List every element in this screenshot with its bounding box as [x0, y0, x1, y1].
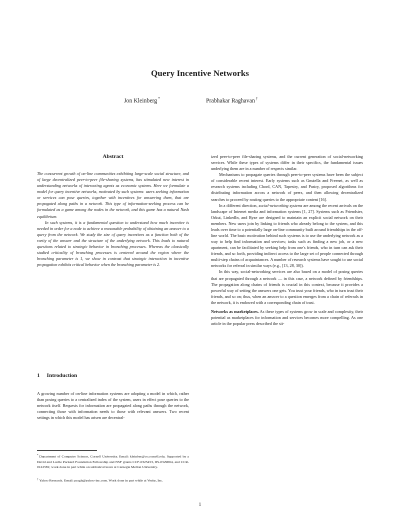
footnote [37, 477, 189, 484]
body-paragraph: Mechanisms to propagate queries through peer-to-peer systems have been the subject of considerable recent interest. Early systems such as Gnutella and Freenet, as well as research systems including Chord, CAN, Tapestry, and Pastry, proposed algorithms for distributing information across a network of peers, and then allowing decentralized searches to proceed by routing queries to the appropriate content [16]. [211, 172, 363, 202]
abstract-heading: Abstract [102, 154, 124, 160]
intro-paragraph: A growing number of on-line information systems are adopting a model in which, rather than posing queries to a centralized index of the system, users in effect pose queries to the network itself. Requests for information are propagated along paths through the network, connecting those with information needs to those with relevant answers. Two recent settings in which this model has arisen are decentral- [37, 391, 189, 421]
text-run: In a different direction, [219, 202, 259, 208]
abstract-paragraph: The concurrent growth of on-line communities exhibiting large-scale social structure, and of large decentralized peer-to-peer file-sharing systems, has stimulated new interest in understanding networks of interacting agents as economic systems. Here we formulate a model for query incentive networks, motivated by such systems: users seeking information or services can pose queries, together with incentives for answering them, that are propagated along paths in a network. This type of information-seeking process can be formulated as a game among the nodes in the network, and this game has a natural Nash equilibrium. [37, 171, 189, 219]
footnote-text: Department of Computer Science, Cornell University. Email: kleinber@cs.cornell.edu. Supported by a David and Lucile Packard Foundation Fellowship and NSF grants CCF-0325453, IIS-0329064, and CCR-0122581; work done in part while on sabbatical leave at Carnegie Mellon University. [37, 454, 189, 469]
abstract-body [37, 171, 189, 268]
footnote-text: Yahoo Research. Email: pragh@yahoo-inc.com. Work done in part while at Verity, Inc. [39, 478, 163, 483]
body-paragraph [211, 203, 363, 270]
abstract-paragraph: In such systems, it is a fundamental question to understand how much incentive is needed in order for a node to achieve a reasonable probability of obtaining an answer to a query from the network. We study the size of query incentives as a function both of the rarity of the answer and the structure of the underlying network. This leads to natural questions related to strategic behavior in branching processes. Whereas the classically studied criticality of branching processes is centered around the region where the branching parameter is 1, we show in contrast that strategic interaction in incentive propagation exhibits critical behavior when the branching parameter is 2. [37, 219, 189, 268]
author-name: Jon Kleinberg [124, 98, 158, 105]
footnote-divider [37, 450, 97, 451]
paper-title: Query Incentive Networks [150, 68, 250, 78]
author-name: Prabhakar Raghavan [206, 98, 255, 105]
author-footnote-mark: † [255, 97, 258, 101]
paragraph-run-in-heading: Networks as marketplaces. [211, 308, 259, 314]
body-paragraph: In this way, social-networking services are also based on a model of posing queries that are propagated through a network — in this case, a network defined by friendships. The propagation along chains of friends is crucial in this context, because it provides a powerful way of setting the answers one gets. You trust your friends, who in turn trust their friends, and so on; thus, when an answer to a question emerges from a chain of referrals in the network, it is endowed with a corresponding chain of trust. [211, 269, 363, 305]
footnote-mark: † [37, 478, 39, 481]
author-kleinberg [124, 97, 160, 104]
intro-body [37, 391, 189, 421]
page-number: 1 [198, 503, 202, 508]
author-raghavan [206, 97, 258, 104]
body-paragraph: ized peer-to-peer file-sharing systems, and the current generation of social-networking services. While these types of systems differ in their specifics, the fundamental issues underlying them are in a number of respects similar. [211, 154, 363, 172]
section-title: Introduction [46, 373, 78, 379]
footnote [37, 453, 189, 470]
right-column [211, 154, 363, 327]
section-heading [37, 373, 77, 379]
text-run: As these types of systems grow in scale and complexity, their potential as marketplaces for information and services becomes more compelling. As one article in the popular press described the sit- [211, 308, 363, 327]
section-number: 1 [37, 373, 40, 379]
text-run: are among the recent arrivals on the landscape of Internet media and information systems [1, 27]. Systems such as Friendster, Orkut, LinkedIn, and Ryze are designed to maintain an explicit social network on their members. New users join by linking to friends who already belong to the system, and this leads over time to a potentially large on-line community built around friendships in the off-line world. The basic motivation behind such systems is to use the underlying network as a way to help find information and services; tasks such as finding a new job, or a new apartment, can be facilitated by seeking help from one's friends, who in turn can ask their friends, and so forth, providing indirect access to the large set of people connected through multi-step chains of acquaintances. A number of research systems have sought to use social networks for referral in similar ways (e.g., [13, 28, 30]). [211, 202, 364, 269]
emphasized-term: social-networking systems [258, 202, 303, 208]
author-footnote-mark: * [158, 97, 160, 101]
footnote-mark: * [37, 454, 39, 457]
body-paragraph [211, 309, 363, 327]
